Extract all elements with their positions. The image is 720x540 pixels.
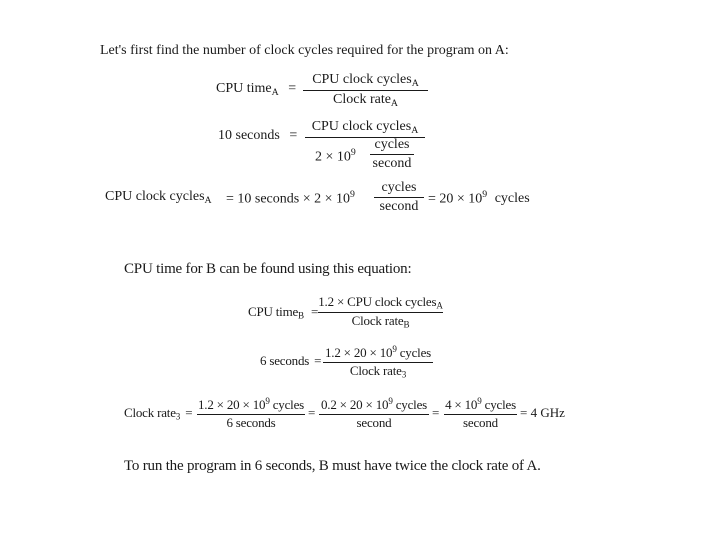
eq-a1-lhs: CPU time$_A$ = <box>216 81 297 98</box>
eq-b3-fraction-1: $1.2 \times 20 \times 10^9$ cycles 6 seconds <box>197 396 305 430</box>
eq-b3-lhs: Clock rate$_3$ = <box>124 405 193 422</box>
conclusion-text: To run the program in 6 seconds, B must have twice the clock rate of A. <box>124 458 541 474</box>
eq-a3-result: = $20 \times 10^9$ cycles <box>428 189 530 207</box>
eq-a1-numerator: CPU clock cycles$_A$ <box>312 72 419 89</box>
eq-a2-numerator: CPU clock cycles$_A$ <box>311 119 419 136</box>
eq-b2-lhs: 6 seconds = <box>260 353 322 368</box>
eq-b3-result: = 4 GHz <box>520 405 565 420</box>
eq-a2-lhs: 10 seconds = <box>218 128 298 143</box>
eq-b1-numerator: 1.2 × CPU clock cycles$_A$ <box>318 294 443 311</box>
eq-a2-fraction <box>305 119 425 172</box>
eq-b1-fraction <box>318 295 443 330</box>
eq-a2-inner-fraction: cycles second <box>370 137 414 172</box>
eq-a2-denominator: $2 \times 10^9$ cycles second <box>305 139 425 169</box>
intro-text-a: Let's first find the number of clock cycles required for the program on A: <box>100 43 509 58</box>
eq-b2-fraction <box>323 344 433 380</box>
eq-b3-fraction-3: $4 \times 10^9$ cycles second <box>445 396 516 430</box>
eq-b2-denominator: Clock rate$_3$ <box>349 362 407 380</box>
eq-a1-denominator: Clock rate$_A$ <box>333 92 398 110</box>
eq-b1-lhs: CPU time$_B$ = <box>248 304 319 321</box>
eq-a3-fraction: cycles second <box>374 180 424 215</box>
intro-text-b: CPU time for B can be found using this equation: <box>124 261 412 277</box>
eq-b3-equals-1: = <box>308 405 316 420</box>
eq-b3-equals-2: = <box>432 405 440 420</box>
eq-b1-denominator: Clock rate$_B$ <box>351 313 410 330</box>
eq-a3-product: = 10 seconds × $2 \times 10^9$ <box>226 189 355 207</box>
eq-a3-lhs: CPU clock cycles$_A$ <box>105 189 212 206</box>
eq-b3-fraction-2: $0.2 \times 20 \times 10^9$ cycles second <box>320 396 428 430</box>
eq-a1-fraction <box>303 72 428 109</box>
fraction-bar <box>303 90 428 91</box>
eq-b2-numerator: $1.2 \times 20 \times 10^9$ cycles <box>324 344 432 360</box>
fraction-bar <box>374 197 424 198</box>
